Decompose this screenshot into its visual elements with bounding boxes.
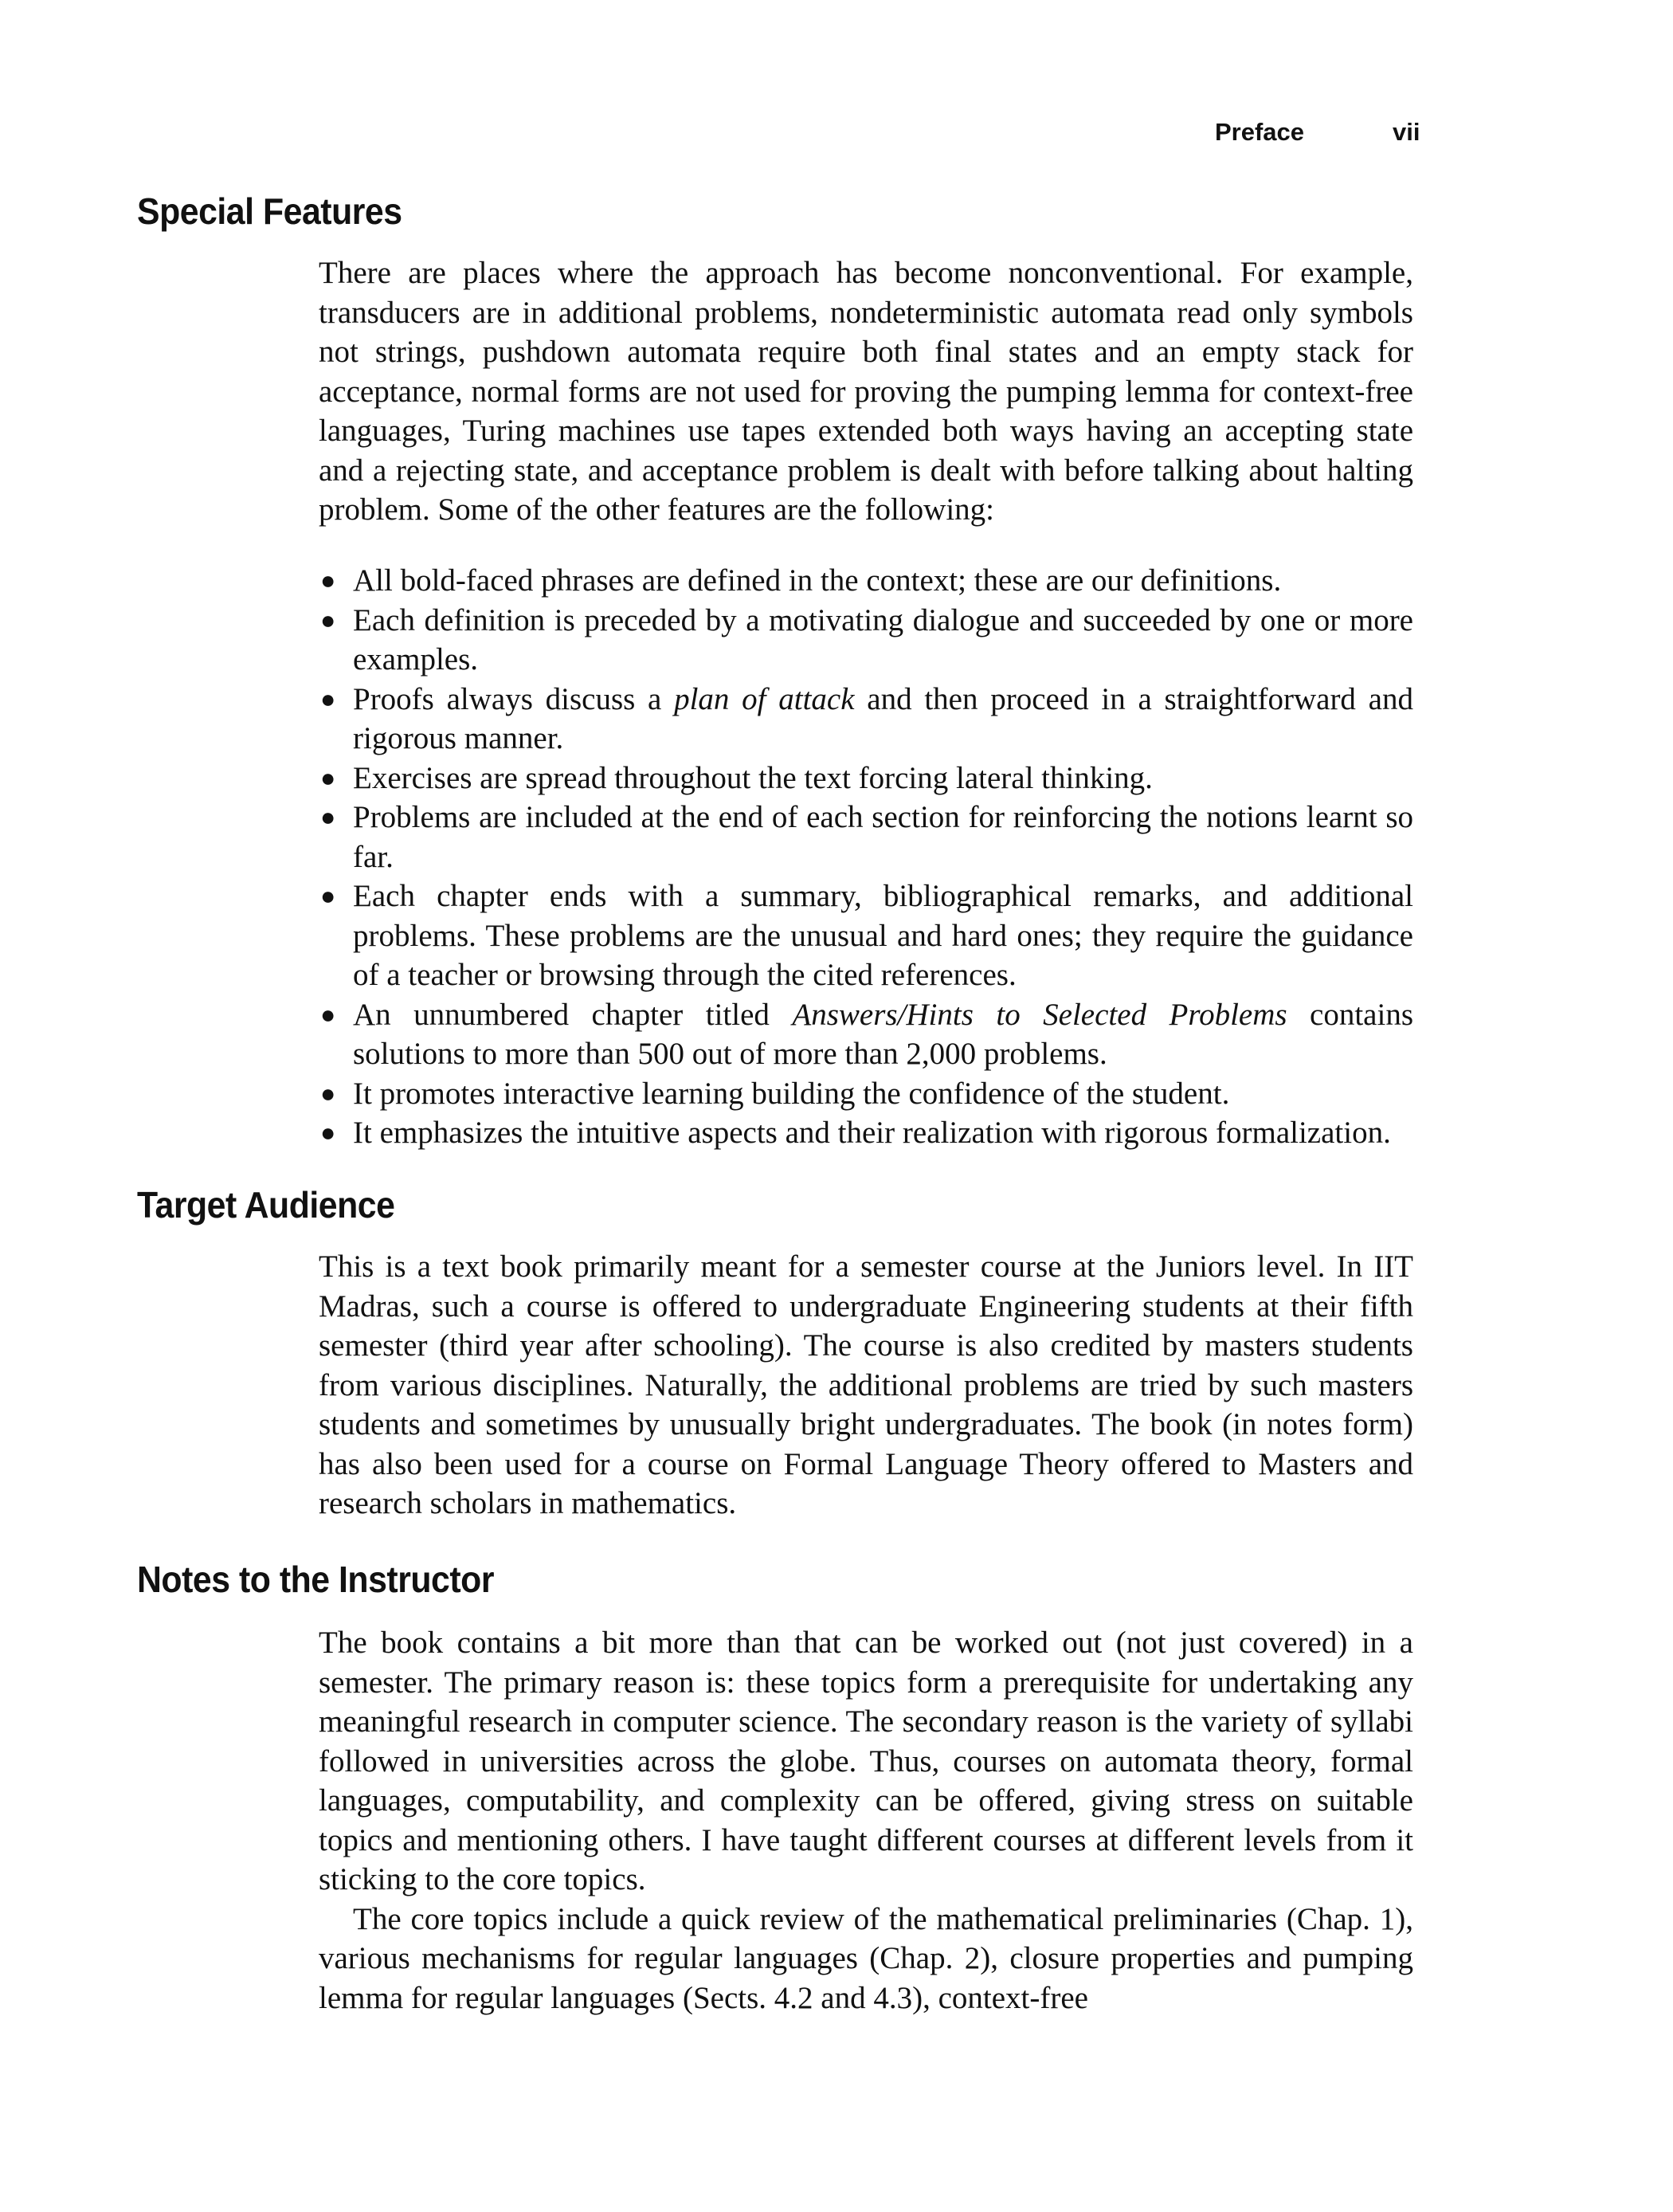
bullet-item	[319, 798, 1413, 877]
special-features-bullet-list	[319, 561, 1413, 1153]
bullet-icon: ●	[320, 1118, 336, 1147]
bullet-text-before: Proofs always discuss a	[353, 681, 675, 716]
bullet-icon: ●	[320, 999, 336, 1029]
bullet-icon: ●	[320, 763, 336, 792]
bullet-text: It promotes interactive learning building the confidence of the student.	[353, 1076, 1230, 1111]
special-features-intro-paragraph: There are places where the approach has become nonconventional. For example, transducers are in additional problems, nondeterministic automata read only symbols not strings, pushdown automata require both final states and an empty stack for acceptance, normal forms are not used for proving the pumping lemma for context-free languages, Turing machines use tapes extended both ways having an accepting state and a rejecting state, and acceptance problem is dealt with before talking about halting problem. Some of the other features are the following:	[319, 256, 1413, 527]
bullet-text: All bold-faced phrases are defined in the context; these are our definitions.	[353, 563, 1282, 598]
bullet-icon: ●	[320, 881, 336, 910]
bullet-text: Each definition is preceded by a motivating dialogue and succeeded by one or more examples.	[353, 602, 1413, 677]
bullet-icon: ●	[320, 684, 336, 713]
notes-paragraph-2: The core topics include a quick review of the mathematical preliminaries (Chap. 1), various mechanisms for regular languages (Chap. 2), closure properties and pumping lemma for regular languages (Sects. 4.2 and 4.3), context-free	[319, 1901, 1413, 2015]
section-heading-notes-to-instructor: Notes to the Instructor	[137, 1559, 495, 1600]
bullet-item	[319, 759, 1413, 798]
bullet-item	[319, 1113, 1413, 1153]
bullet-text: Each chapter ends with a summary, bibliographical remarks, and additional problems. These problems are the unusual and hard ones; they require the guidance of a teacher or browsing through the cited references.	[353, 879, 1413, 992]
bullet-item	[319, 601, 1413, 680]
bullet-text-after: and then proceed in a straightforward and rigorous manner.	[353, 681, 1413, 755]
bullet-text-before: An unnumbered chapter titled	[353, 997, 793, 1032]
notes-to-instructor-body	[319, 1623, 1413, 2018]
special-features-intro	[319, 253, 1413, 530]
section-heading-target-audience: Target Audience	[137, 1184, 395, 1226]
bullet-icon: ●	[320, 605, 336, 634]
bullet-icon: ●	[320, 802, 336, 831]
bullet-icon: ●	[320, 1078, 336, 1108]
bullet-icon: ●	[320, 566, 336, 594]
bullet-text-emphasis: plan of attack	[674, 681, 855, 716]
target-audience-body	[319, 1247, 1413, 1524]
bullet-text: Problems are included at the end of each section for reinforcing the notions learnt so far.	[353, 800, 1413, 874]
notes-paragraph-1: The book contains a bit more than that can be worked out (not just covered) in a semester. The primary reason is: these topics form a prerequisite for undertaking any meaningful research in computer science. The secondary reason is the variety of syllabi followed in universities across the globe. Thus, courses on automata theory, formal languages, computability, and complexity can be offered, giving stress on suitable topics and mentioning others. I have taught different courses at different levels from it sticking to the core topics.	[319, 1626, 1413, 1896]
bullet-text: It emphasizes the intuitive aspects and their realization with rigorous formalization.	[353, 1116, 1391, 1150]
target-audience-paragraph: This is a text book primarily meant for a semester course at the Juniors level. In IIT Madras, such a course is offered to undergraduate Engineering students at their fifth semester (third year after schooling). The course is also credited by masters students from various disciplines. Naturally, the additional problems are tried by such masters students and sometimes by unusually bright undergraduates. The book (in notes form) has also been used for a course on Formal Language Theory offered to Masters and research scholars in mathematics.	[319, 1249, 1413, 1520]
page-number: vii	[1393, 118, 1420, 146]
bullet-item	[319, 995, 1413, 1074]
bullet-item	[319, 877, 1413, 995]
bullet-text-after: contains solutions to more than 500 out of more than 2,000 problems.	[353, 997, 1414, 1071]
bullet-text-emphasis: Answers/Hints to Selected Problems	[792, 997, 1287, 1032]
running-head	[0, 118, 1673, 150]
bullet-text: Exercises are spread throughout the text forcing lateral thinking.	[353, 760, 1153, 795]
bullet-item	[319, 561, 1413, 601]
bullet-item	[319, 1074, 1413, 1114]
running-head-title: Preface	[1215, 118, 1305, 146]
section-heading-special-features: Special Features	[137, 190, 402, 232]
bullet-item	[319, 680, 1413, 759]
